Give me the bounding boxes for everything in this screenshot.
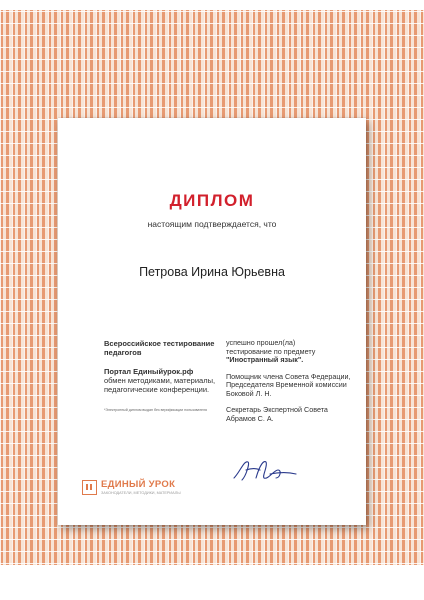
verification-note: *Электронный диплом выдан без верификации пользователя	[104, 408, 207, 412]
subject-name: "Иностранный язык".	[226, 355, 304, 364]
portal-info	[104, 367, 234, 394]
pattern-top-margin	[0, 0, 424, 10]
diploma-title: ДИПЛОМ	[169, 191, 255, 210]
logo-icon	[82, 480, 97, 495]
diploma-subtitle: настоящим подтверждается, что	[147, 219, 277, 229]
result-line2: тестирование по предмету	[226, 346, 316, 356]
result-block	[226, 339, 356, 431]
result-line1: успешно прошел(ла)	[226, 338, 296, 347]
logo	[82, 480, 192, 502]
pattern-bottom-margin	[0, 565, 424, 600]
signer2: Секретарь Экспертной Совета Абрамов С. А.	[226, 405, 328, 423]
recipient-name: Петрова Ирина Юрьевна	[139, 265, 285, 279]
portal-name: Портал Единыйурок.рф	[104, 367, 194, 376]
logo-tagline: ЗАКОНОДАТЕЛИ, МЕТОДИКИ, МАТЕРИАЛЫ	[101, 491, 181, 495]
organizer-block	[104, 339, 234, 413]
signer1: Помощник члена Совета Федерации, Председателя Временной комиссии Боковой Л. Н.	[226, 371, 351, 398]
logo-name: ЕДИНЫЙ УРОК	[101, 479, 176, 490]
signature-icon	[230, 452, 300, 486]
portal-description: обмен методиками, материалы, педагогические конференции.	[104, 376, 216, 394]
diploma-sheet	[58, 118, 366, 525]
event-name: Всероссийское тестирование педагогов	[104, 339, 215, 357]
result-text	[226, 339, 356, 365]
